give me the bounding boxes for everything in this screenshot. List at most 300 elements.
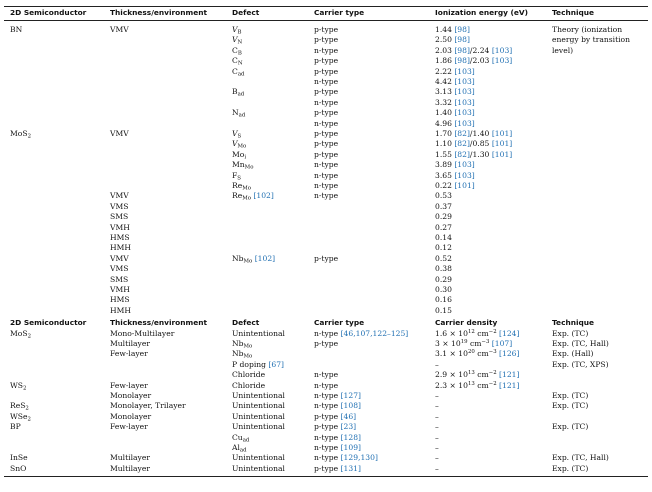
- text-segment: −3: [488, 349, 497, 356]
- reference-link[interactable]: [82]: [454, 149, 470, 159]
- table-row: [0, 370, 652, 380]
- technique-cell: Exp. (TC): [552, 328, 589, 338]
- text-segment: N: [237, 39, 243, 46]
- table-row: [0, 139, 652, 149]
- value-cell: [435, 202, 452, 212]
- text-segment: ad: [242, 437, 250, 444]
- value-cell: [435, 295, 452, 305]
- text-segment: Unintentional: [232, 422, 285, 432]
- reference-link[interactable]: [127]: [340, 391, 361, 400]
- defect-cell: [232, 339, 252, 349]
- carrier-type-cell: [314, 181, 338, 191]
- text-segment: Chloride: [232, 370, 266, 380]
- text-segment: −2: [488, 370, 497, 377]
- column-header: Ionization energy (eV): [435, 7, 528, 17]
- text-segment: 0.29: [435, 212, 452, 222]
- reference-link[interactable]: [131]: [340, 463, 361, 473]
- defect-cell: [232, 254, 275, 264]
- text-segment: 0.12: [435, 243, 452, 253]
- defect-cell: [232, 25, 241, 35]
- value-cell: [435, 360, 439, 370]
- defect-cell: [232, 329, 285, 339]
- carrier-type-cell: [314, 119, 338, 129]
- value-cell: [435, 171, 475, 181]
- defect-cell: [232, 181, 251, 191]
- carrier-type-cell: [314, 422, 356, 432]
- reference-link[interactable]: [101]: [491, 139, 513, 149]
- reference-link[interactable]: [121]: [499, 370, 520, 380]
- text-segment: 3.32: [435, 97, 455, 107]
- value-cell: [435, 129, 512, 139]
- environment-cell: VMH: [110, 285, 130, 294]
- defect-cell: [232, 150, 246, 160]
- carrier-type-cell: [314, 171, 338, 181]
- value-cell: [435, 119, 475, 129]
- text-segment: Al: [232, 443, 240, 452]
- text-segment: 0.30: [435, 285, 452, 294]
- text-segment: 2.22: [435, 66, 455, 76]
- column-header: Thickness/environment: [110, 318, 208, 328]
- defect-cell: [232, 464, 285, 474]
- text-segment: ReS: [10, 401, 26, 411]
- text-segment: n-type: [314, 401, 341, 411]
- reference-link[interactable]: [128]: [340, 432, 361, 442]
- text-segment: MoS: [10, 129, 28, 138]
- table-row: [0, 464, 652, 474]
- table-row: [0, 285, 652, 295]
- text-segment: p-type: [314, 56, 339, 66]
- text-segment: 1.55: [435, 149, 455, 159]
- text-segment: ad: [237, 71, 245, 78]
- carrier-type-cell: [314, 67, 338, 77]
- value-cell: [435, 108, 475, 118]
- text-segment: –: [435, 411, 439, 421]
- text-segment: n-type: [314, 443, 341, 452]
- defect-cell: [232, 443, 247, 453]
- reference-link[interactable]: [103]: [454, 160, 475, 170]
- defect-cell: [232, 67, 244, 77]
- text-segment: S: [237, 133, 242, 140]
- carrier-type-cell: [314, 370, 338, 380]
- technique-cell: Exp. (TC): [552, 391, 589, 400]
- text-segment: C: [232, 45, 238, 55]
- text-segment: S: [237, 175, 241, 182]
- table-row: [0, 243, 652, 253]
- semiconductor-cell: [10, 381, 26, 391]
- table-row: [0, 391, 652, 401]
- text-segment: p-type: [314, 411, 341, 421]
- text-segment: 2: [23, 385, 27, 392]
- text-segment: 3.65: [435, 170, 455, 180]
- environment-cell: VMV: [110, 253, 129, 263]
- carrier-type-cell: [314, 46, 338, 56]
- text-segment: Mn: [232, 160, 245, 170]
- text-segment: N: [232, 108, 239, 118]
- table-row: [0, 150, 652, 160]
- text-segment: 2.03: [435, 45, 455, 55]
- text-segment: −3: [481, 339, 490, 345]
- text-segment: 1.86: [435, 56, 455, 66]
- value-cell: [435, 223, 452, 233]
- carrier-type-cell: [314, 129, 338, 139]
- environment-cell: VMV: [110, 191, 129, 201]
- text-segment: –: [435, 391, 439, 400]
- header-rule: [4, 20, 648, 21]
- value-cell: [435, 25, 470, 35]
- table-row: [0, 87, 652, 97]
- environment-cell: SMS: [110, 212, 129, 222]
- environment-cell: VMH: [110, 222, 130, 232]
- environment-cell: VMV: [110, 129, 129, 138]
- text-segment: p-type: [314, 25, 339, 34]
- text-segment: –: [435, 422, 439, 432]
- defect-cell: [232, 139, 246, 149]
- reference-link[interactable]: [102]: [254, 253, 276, 263]
- technique-cell: Exp. (TC): [552, 422, 589, 432]
- reference-link[interactable]: [107]: [491, 339, 513, 348]
- reference-link[interactable]: [98]: [454, 45, 470, 55]
- text-segment: Cu: [232, 432, 243, 442]
- text-segment: B: [237, 50, 242, 57]
- value-cell: [435, 464, 439, 474]
- carrier-type-cell: [314, 453, 378, 463]
- reference-link[interactable]: [101]: [491, 149, 513, 159]
- text-segment: Unintentional: [232, 453, 285, 463]
- value-cell: [435, 339, 512, 349]
- technique-cell: Exp. (TC): [552, 401, 589, 411]
- reference-link[interactable]: [101]: [491, 129, 513, 138]
- column-header: Technique: [552, 318, 595, 328]
- text-segment: Nb: [232, 253, 244, 263]
- text-segment: MoS: [10, 328, 28, 338]
- defect-cell: [232, 191, 274, 201]
- text-segment: p-type: [314, 422, 341, 432]
- defect-cell: [232, 129, 241, 139]
- text-segment: i: [244, 154, 247, 161]
- carrier-type-cell: [314, 160, 338, 170]
- text-segment: n-type: [314, 160, 339, 170]
- text-segment: Unintentional: [232, 391, 285, 400]
- text-segment: Nb: [232, 349, 244, 359]
- table-row: [0, 191, 652, 201]
- technique-cell: Exp. (TC, XPS): [552, 359, 609, 369]
- text-segment: cm: [474, 370, 489, 380]
- carrier-type-cell: [314, 77, 338, 87]
- value-cell: [435, 306, 452, 316]
- table-row: [0, 129, 652, 139]
- text-segment: 3.89: [435, 160, 455, 170]
- text-segment: Chloride: [232, 380, 266, 390]
- reference-link[interactable]: [103]: [454, 77, 475, 86]
- reference-link[interactable]: [103]: [454, 170, 475, 180]
- defect-cell: [232, 381, 265, 391]
- table-row: [0, 77, 652, 87]
- reference-link[interactable]: [103]: [491, 56, 513, 66]
- text-segment: ad: [238, 112, 246, 119]
- text-segment: 3.13: [435, 87, 455, 97]
- column-header: 2D Semiconductor: [10, 318, 87, 328]
- text-segment: n-type: [314, 77, 339, 86]
- table-row: [0, 67, 652, 77]
- text-segment: 4.42: [435, 77, 455, 86]
- table-row: [0, 35, 652, 45]
- text-segment: p-type: [314, 139, 339, 149]
- text-segment: cm: [474, 380, 489, 390]
- text-segment: p-type: [314, 35, 339, 45]
- column-header: 2D Semiconductor: [10, 7, 87, 17]
- carrier-type-cell: [314, 381, 338, 391]
- value-cell: [435, 264, 452, 274]
- environment-cell: HMS: [110, 295, 130, 305]
- text-segment: Mo: [244, 164, 254, 171]
- text-segment: n-type: [314, 328, 341, 338]
- table-row: [0, 160, 652, 170]
- text-segment: WS: [10, 380, 24, 390]
- reference-link[interactable]: [82]: [454, 139, 470, 149]
- environment-cell: Multilayer: [110, 463, 150, 473]
- environment-cell: VMS: [110, 201, 129, 211]
- text-segment: Re: [232, 191, 243, 201]
- defect-cell: [232, 422, 285, 432]
- value-cell: [435, 233, 452, 243]
- semiconductor-cell: [10, 329, 31, 339]
- text-segment: p-type: [314, 66, 339, 76]
- text-segment: /2.03: [469, 56, 492, 66]
- text-segment: p-type: [314, 129, 339, 138]
- reference-link[interactable]: [102]: [253, 191, 274, 201]
- reference-link[interactable]: [103]: [454, 118, 475, 128]
- text-segment: p-type: [314, 149, 339, 159]
- reference-link[interactable]: [98]: [454, 56, 470, 66]
- technique-cell: Exp. (TC, Hall): [552, 339, 609, 348]
- text-segment: /2.24: [469, 45, 492, 55]
- semiconductor-cell: SnO: [10, 463, 27, 473]
- text-segment: 2: [27, 133, 31, 140]
- reference-link[interactable]: [46,107,122–125]: [340, 328, 409, 338]
- text-segment: ad: [239, 447, 247, 454]
- text-segment: 2.9 × 10: [435, 370, 468, 380]
- carrier-type-cell: [314, 150, 338, 160]
- environment-cell: VMS: [110, 264, 129, 274]
- semiconductor-cell: [10, 129, 31, 139]
- text-segment: 1.6 × 10: [435, 328, 468, 338]
- text-segment: 1.10: [435, 139, 455, 149]
- column-header: Technique: [552, 7, 595, 17]
- environment-cell: Few-layer: [110, 422, 148, 432]
- text-segment: 0.27: [435, 222, 452, 232]
- reference-link[interactable]: [101]: [454, 181, 475, 190]
- defect-cell: [232, 370, 265, 380]
- technique-cell: Exp. (TC, Hall): [552, 453, 609, 463]
- value-cell: [435, 160, 475, 170]
- text-segment: 12: [467, 328, 475, 335]
- value-cell: [435, 35, 470, 45]
- carrier-type-cell: [314, 433, 361, 443]
- text-segment: 2.3 × 10: [435, 380, 468, 390]
- carrier-type-cell: [314, 56, 338, 66]
- text-segment: 0.52: [435, 253, 452, 263]
- text-segment: 20: [467, 349, 475, 356]
- text-segment: –: [435, 401, 439, 411]
- carrier-type-cell: [314, 139, 338, 149]
- text-segment: V: [232, 129, 238, 138]
- value-cell: [435, 243, 452, 253]
- environment-cell: Few-layer: [110, 380, 148, 390]
- carrier-type-cell: [314, 412, 356, 422]
- value-cell: [435, 150, 512, 160]
- table-row: [0, 433, 652, 443]
- text-segment: cm: [474, 328, 489, 338]
- reference-link[interactable]: [23]: [340, 422, 357, 432]
- text-segment: 0.22: [435, 181, 455, 190]
- value-cell: [435, 181, 475, 191]
- text-segment: V: [232, 35, 238, 45]
- text-segment: Re: [232, 181, 243, 190]
- semiconductor-cell: BN: [10, 25, 23, 34]
- value-cell: [435, 285, 452, 295]
- table-header-row: [0, 8, 652, 18]
- table-row: [0, 98, 652, 108]
- table-row: [0, 254, 652, 264]
- carrier-type-cell: [314, 329, 408, 339]
- table-row: [0, 453, 652, 463]
- text-segment: n-type: [314, 97, 339, 107]
- defect-cell: [232, 391, 285, 401]
- value-cell: [435, 391, 439, 401]
- text-segment: cm: [474, 349, 489, 359]
- reference-link[interactable]: [129,130]: [340, 453, 378, 463]
- text-segment: –: [435, 453, 439, 463]
- value-cell: [435, 401, 439, 411]
- value-cell: [435, 422, 439, 432]
- value-cell: [435, 77, 475, 87]
- text-segment: Unintentional: [232, 411, 285, 421]
- table-row: [0, 108, 652, 118]
- text-segment: n-type: [314, 170, 339, 180]
- text-segment: 0.53: [435, 191, 452, 201]
- table-row: [0, 381, 652, 391]
- reference-link[interactable]: [121]: [499, 380, 520, 390]
- carrier-type-cell: [314, 401, 361, 411]
- table-row: [0, 46, 652, 56]
- semiconductor-cell: [10, 401, 29, 411]
- text-segment: 2: [25, 405, 29, 412]
- text-segment: 0.37: [435, 201, 452, 211]
- text-segment: B: [232, 87, 238, 97]
- text-segment: 2: [27, 416, 31, 423]
- text-segment: Nb: [232, 339, 244, 348]
- column-header: Defect: [232, 7, 260, 17]
- reference-link[interactable]: [103]: [491, 45, 513, 55]
- reference-link[interactable]: [103]: [454, 97, 475, 107]
- defect-cell: [232, 46, 242, 56]
- carrier-type-cell: [314, 339, 338, 349]
- text-segment: –: [435, 432, 439, 442]
- reference-link[interactable]: [109]: [340, 443, 361, 452]
- text-segment: 0.14: [435, 233, 452, 242]
- reference-link[interactable]: [103]: [454, 87, 475, 97]
- text-segment: P doping: [232, 359, 269, 369]
- text-segment: p-type: [314, 108, 339, 118]
- reference-link[interactable]: [46]: [340, 411, 357, 421]
- text-segment: Mo: [243, 258, 253, 265]
- text-segment: Mo: [242, 185, 251, 192]
- environment-cell: Multilayer: [110, 453, 150, 463]
- defect-cell: [232, 401, 285, 411]
- table-row: [0, 275, 652, 285]
- text-segment: 1.40: [435, 108, 455, 118]
- text-segment: /0.85: [469, 139, 492, 149]
- defect-cell: [232, 56, 243, 66]
- environment-cell: SMS: [110, 274, 129, 284]
- reference-link[interactable]: [98]: [454, 25, 470, 34]
- table-row: [0, 56, 652, 66]
- text-segment: 3.1 × 10: [435, 349, 468, 359]
- text-segment: Mo: [237, 143, 247, 150]
- reference-link[interactable]: [67]: [268, 359, 285, 369]
- defect-cell: [232, 433, 249, 443]
- reference-link[interactable]: [103]: [454, 66, 475, 76]
- value-cell: [435, 56, 512, 66]
- text-segment: n-type: [314, 453, 341, 463]
- defect-cell: [232, 160, 253, 170]
- reference-link[interactable]: [98]: [454, 35, 470, 45]
- value-cell: [435, 254, 452, 264]
- text-segment: N: [237, 60, 243, 67]
- value-cell: [435, 412, 439, 422]
- text-segment: p-type: [314, 253, 339, 263]
- text-segment: /1.40: [469, 129, 492, 138]
- carrier-type-cell: [314, 464, 361, 474]
- carrier-type-cell: [314, 108, 338, 118]
- reference-link[interactable]: [124]: [499, 328, 520, 338]
- carrier-type-cell: [314, 443, 361, 453]
- table-row: [0, 202, 652, 212]
- text-segment: cm: [467, 339, 482, 348]
- table-row: [0, 212, 652, 222]
- value-cell: [435, 98, 475, 108]
- reference-link[interactable]: [103]: [454, 108, 475, 118]
- carrier-type-cell: [314, 87, 338, 97]
- value-cell: [435, 139, 512, 149]
- semiconductor-cell: InSe: [10, 453, 28, 463]
- text-segment: WSe: [10, 411, 28, 421]
- text-segment: n-type: [314, 118, 339, 128]
- text-segment: n-type: [314, 391, 341, 400]
- text-segment: ad: [237, 91, 245, 98]
- reference-link[interactable]: [108]: [340, 401, 361, 411]
- text-segment: −2: [488, 328, 497, 335]
- carrier-type-cell: [314, 25, 338, 35]
- environment-cell: HMS: [110, 233, 130, 242]
- environment-cell: Monolayer: [110, 411, 152, 421]
- defect-cell: [232, 349, 252, 359]
- text-segment: V: [232, 25, 238, 34]
- carrier-type-cell: [314, 98, 338, 108]
- text-segment: 19: [460, 339, 468, 345]
- table-row: [0, 264, 652, 274]
- table-row: [0, 233, 652, 243]
- reference-link[interactable]: [126]: [499, 349, 520, 359]
- text-segment: 0.15: [435, 305, 452, 315]
- text-segment: Unintentional: [232, 401, 285, 411]
- text-segment: p-type: [314, 339, 339, 348]
- text-segment: 2: [27, 333, 31, 340]
- text-segment: 3 × 10: [435, 339, 461, 348]
- text-segment: 13: [467, 370, 475, 377]
- reference-link[interactable]: [82]: [454, 129, 470, 138]
- table-row: [0, 339, 652, 349]
